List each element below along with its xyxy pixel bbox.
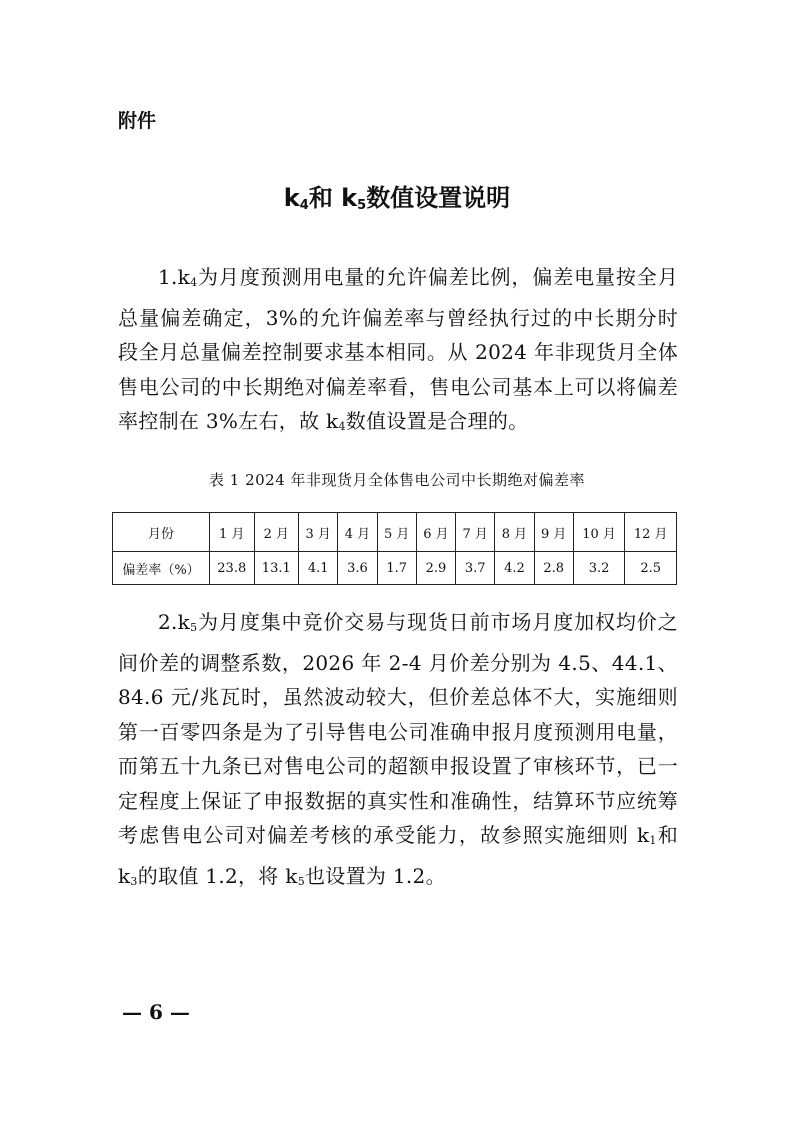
table-cell-rate: 2.5 xyxy=(625,552,677,585)
table-row-month xyxy=(113,513,677,552)
paragraph-k4 xyxy=(118,260,678,445)
table-cell-rate: 3.7 xyxy=(456,552,495,585)
table-cell-month: 3 月 xyxy=(299,513,338,552)
attachment-label: 附件 xyxy=(118,110,157,132)
table-caption: 表 1 2024 年非现货月全体售电公司中长期绝对偏差率 xyxy=(208,471,586,489)
table-cell-month: 8 月 xyxy=(495,513,534,552)
table-cell-rate: 13.1 xyxy=(254,552,299,585)
table-cell-month: 10 月 xyxy=(573,513,625,552)
table-cell-month: 6 月 xyxy=(416,513,455,552)
title-k5-letter: k xyxy=(341,184,358,212)
title-k4-subscript: 4 xyxy=(299,198,309,213)
table-cell-month: 5 月 xyxy=(377,513,416,552)
para1-b: 为月度预测用电量的允许偏差比例，偏差电量按全月总量偏差确定，3%的允许偏差率与曾经执行过的中长期分时段全月总量偏差控制要求基本相同。从 2024 年非现货月全体售电公司的中长期绝对偏差率看，售电公司基本上可以将偏差率控制在 3%左右，故 k xyxy=(118,265,678,433)
table-header-month: 月份 xyxy=(113,513,210,552)
table-cell-rate: 2.9 xyxy=(416,552,455,585)
table-cell-month: 7 月 xyxy=(456,513,495,552)
para1-b-sub: 4 xyxy=(338,420,346,433)
table-cell-rate: 3.2 xyxy=(573,552,625,585)
para1-c: 数值设置是合理的。 xyxy=(345,409,529,433)
para2-a: 2.k xyxy=(158,610,191,634)
title-k5-subscript: 5 xyxy=(357,198,367,213)
table-cell-month: 2 月 xyxy=(254,513,299,552)
para2-c-sub: 3 xyxy=(130,874,138,888)
table-cell-month: 4 月 xyxy=(338,513,377,552)
table-cell-month: 12 月 xyxy=(625,513,677,552)
table-cell-rate: 23.8 xyxy=(210,552,255,585)
table-cell-rate: 4.2 xyxy=(495,552,534,585)
page-number: — 6 — xyxy=(122,1000,190,1024)
table-header-rate: 偏差率（%） xyxy=(113,552,210,585)
para2-d: 的取值 1.2，将 k xyxy=(137,863,298,888)
paragraph-k5 xyxy=(118,605,678,899)
title-k4-letter: k xyxy=(283,184,300,212)
title-and: 和 xyxy=(308,184,342,212)
document-title xyxy=(0,178,794,213)
table-cell-rate: 4.1 xyxy=(299,552,338,585)
table-cell-rate: 2.8 xyxy=(534,552,573,585)
deviation-rate-table xyxy=(112,512,677,585)
table-cell-rate: 1.7 xyxy=(377,552,416,585)
table-cell-rate: 3.6 xyxy=(338,552,377,585)
para1-a: 1.k xyxy=(158,265,191,289)
para2-e: 也设置为 1.2。 xyxy=(305,863,446,888)
para2-b-sub: 1 xyxy=(649,834,657,847)
para2-c: 和 k xyxy=(118,823,678,888)
table-cell-month: 1 月 xyxy=(210,513,255,552)
para1-a-sub: 4 xyxy=(190,276,198,289)
table-row-rate xyxy=(113,552,677,585)
para2-b: 为月度集中竞价交易与现货日前市场月度加权均价之间价差的调整系数，2026 年 2-4 月价差分别为 4.5、44.1、84.6 元/兆瓦时，虽然波动较大，但价差总体不大，实施细则第一百零四条是为了引导售电公司准确申报月度预测用电量，而第五十九条已对售电公司的超额申报设置了审核环节，已一定程度上保证了申报数据的真实性和准确性，结算环节应统筹考虑售电公司对偏差考核的承受能力，故参照实施细则 k xyxy=(118,610,678,847)
para2-a-sub: 5 xyxy=(190,621,198,634)
table-cell-month: 9 月 xyxy=(534,513,573,552)
para2-d-sub: 5 xyxy=(297,874,305,888)
title-rest: 数值设置说明 xyxy=(366,184,511,212)
